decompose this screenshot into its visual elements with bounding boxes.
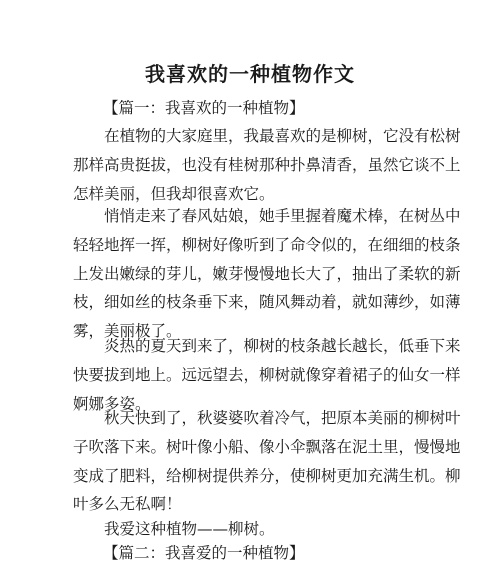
paragraph-line: 秋天快到了，秋婆婆吹着冷气，把原本美丽的柳树叶 bbox=[104, 409, 461, 427]
paragraph-line: 雾，美丽极了。 bbox=[73, 322, 182, 341]
paragraph-line: 轻轻地挥一挥，柳树好像听到了命令似的，在细细的枝条 bbox=[73, 235, 461, 254]
paragraph-line: 快要拔到地上。远远望去，柳树就像穿着裙子的仙女一样 bbox=[73, 365, 461, 384]
paragraph-line: 枝，细如丝的枝条垂下来，随风舞动着，就如薄纱，如薄 bbox=[73, 293, 461, 312]
paragraph-line: 上发出嫩绿的芽儿，嫩芽慢慢地长大了，抽出了柔软的新 bbox=[73, 264, 461, 283]
paragraph-line: 炎热的夏天到来了，柳树的枝条越长越长，低垂下来 bbox=[104, 337, 461, 355]
paragraph-line: 那样高贵挺拔，也没有桂树那种扑鼻清香，虽然它谈不上 bbox=[73, 155, 461, 174]
paragraph-line: 变成了肥料，给柳树提供养分，使柳树更加充满生机。柳 bbox=[73, 466, 461, 485]
paragraph-1 bbox=[73, 122, 461, 208]
paragraph-line: 叶多么无私啊！ bbox=[73, 495, 182, 514]
paragraph-line: 我爱这种植物——柳树。 bbox=[104, 520, 275, 538]
section-heading-2: 【篇二：我喜爱的一种植物】 bbox=[103, 544, 305, 562]
paragraph-4 bbox=[73, 404, 461, 519]
paragraph-5 bbox=[73, 515, 441, 544]
paragraph-line: 婀娜多姿。 bbox=[73, 394, 151, 413]
section-heading-1: 【篇一：我喜欢的一种植物】 bbox=[103, 99, 305, 117]
paragraph-line: 怎样美丽，但我却很喜欢它。 bbox=[73, 184, 275, 203]
document-title: 我喜欢的一种植物作文 bbox=[145, 62, 355, 86]
paragraph-line: 悄悄走来了春风姑娘，她手里握着魔术棒，在树丛中 bbox=[104, 207, 461, 225]
paragraph-line: 在植物的大家庭里，我最喜欢的是柳树，它没有松树 bbox=[104, 127, 461, 145]
paragraph-line: 子吹落下来。树叶像小船、像小伞飘落在泥土里，慢慢地 bbox=[73, 437, 461, 456]
